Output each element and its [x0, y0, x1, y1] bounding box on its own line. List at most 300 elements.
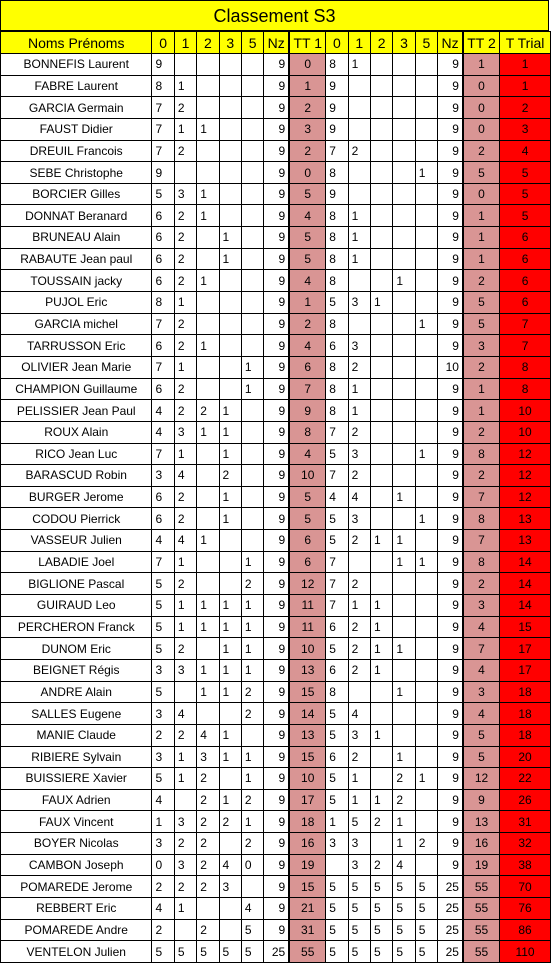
total-trial: 17 [500, 638, 551, 660]
score-cell: 1 [370, 638, 392, 660]
score-cell: 1 [348, 205, 370, 227]
score-cell: 5 [326, 703, 348, 725]
score-cell: 5 [219, 941, 241, 963]
score-cell [415, 118, 437, 140]
score-cell: 7 [152, 551, 174, 573]
score-cell: 6 [152, 205, 174, 227]
sheet-title: Classement S3 [0, 0, 549, 31]
score-cell: 1 [219, 659, 241, 681]
table-row [1, 205, 551, 227]
competitor-name: PELISSIER Jean Paul [1, 400, 152, 422]
score-cell: 2 [241, 833, 263, 855]
competitor-name: BRUNEAU Alain [1, 227, 152, 249]
total-round-2: 1 [463, 248, 500, 270]
score-cell [219, 54, 241, 76]
total-round-2: 2 [463, 140, 500, 162]
score-cell: 6 [326, 335, 348, 357]
score-cell: 4 [152, 897, 174, 919]
score-cell [393, 465, 415, 487]
score-cell: 1 [348, 789, 370, 811]
score-cell: 5 [326, 919, 348, 941]
score-cell [415, 573, 437, 595]
score-cell: 5 [152, 638, 174, 660]
table-row [1, 681, 551, 703]
score-cell: 2 [370, 854, 392, 876]
score-cell: 1 [152, 811, 174, 833]
zone-count: 9 [438, 616, 463, 638]
total-round-2: 4 [463, 703, 500, 725]
score-cell [415, 183, 437, 205]
score-cell: 6 [152, 227, 174, 249]
score-cell [197, 486, 219, 508]
total-trial: 1 [500, 54, 551, 76]
score-cell: 1 [197, 681, 219, 703]
score-cell: 5 [152, 183, 174, 205]
score-cell [393, 659, 415, 681]
table-row [1, 400, 551, 422]
score-cell: 5 [174, 941, 196, 963]
score-cell [415, 75, 437, 97]
score-cell: 1 [326, 811, 348, 833]
total-round-2: 5 [463, 724, 500, 746]
score-cell [219, 703, 241, 725]
score-cell: 1 [241, 616, 263, 638]
score-cell: 8 [326, 356, 348, 378]
score-cell [241, 140, 263, 162]
score-cell: 3 [219, 876, 241, 898]
total-round-1: 1 [289, 292, 326, 314]
score-cell: 3 [174, 854, 196, 876]
score-cell: 1 [241, 356, 263, 378]
score-cell [197, 227, 219, 249]
total-trial: 12 [500, 443, 551, 465]
zone-count: 25 [438, 876, 463, 898]
score-cell: 5 [393, 919, 415, 941]
score-cell: 5 [152, 573, 174, 595]
column-header-13: Nz [438, 32, 463, 54]
column-header-8: 0 [326, 32, 348, 54]
zone-count: 9 [264, 183, 289, 205]
score-cell: 1 [174, 443, 196, 465]
zone-count: 9 [438, 270, 463, 292]
competitor-name: PERCHERON Franck [1, 616, 152, 638]
score-cell: 7 [326, 140, 348, 162]
score-cell [348, 681, 370, 703]
competitor-name: POMAREDE Andre [1, 919, 152, 941]
competitor-name: BONNEFIS Laurent [1, 54, 152, 76]
score-cell: 5 [241, 941, 263, 963]
score-cell: 1 [197, 659, 219, 681]
score-cell: 7 [152, 140, 174, 162]
table-row [1, 573, 551, 595]
competitor-name: FAUST Didier [1, 118, 152, 140]
score-cell: 5 [348, 876, 370, 898]
total-round-1: 15 [289, 746, 326, 768]
score-cell: 2 [348, 659, 370, 681]
total-trial: 8 [500, 378, 551, 400]
score-cell [370, 833, 392, 855]
score-cell [219, 270, 241, 292]
score-cell: 5 [326, 530, 348, 552]
table-row [1, 768, 551, 790]
zone-count: 9 [264, 724, 289, 746]
score-cell: 5 [152, 681, 174, 703]
column-header-3: 2 [197, 32, 219, 54]
score-cell: 8 [326, 162, 348, 184]
score-cell [415, 378, 437, 400]
score-cell [393, 400, 415, 422]
score-cell: 5 [415, 876, 437, 898]
competitor-name: CAMBON Joseph [1, 854, 152, 876]
competitor-name: REBBERT Eric [1, 897, 152, 919]
column-header-9: 1 [348, 32, 370, 54]
score-cell: 1 [174, 118, 196, 140]
score-cell: 1 [174, 616, 196, 638]
score-cell: 5 [348, 941, 370, 963]
score-cell: 5 [152, 616, 174, 638]
score-cell [370, 681, 392, 703]
zone-count: 9 [264, 703, 289, 725]
score-cell [197, 292, 219, 314]
score-cell [370, 227, 392, 249]
score-cell: 5 [152, 941, 174, 963]
total-round-1: 7 [289, 378, 326, 400]
zone-count: 9 [264, 313, 289, 335]
column-header-6: Nz [264, 32, 289, 54]
table-row [1, 292, 551, 314]
table-row [1, 465, 551, 487]
total-round-1: 5 [289, 508, 326, 530]
score-cell [393, 313, 415, 335]
score-cell: 2 [219, 465, 241, 487]
score-cell: 1 [174, 356, 196, 378]
table-row [1, 638, 551, 660]
score-cell [241, 465, 263, 487]
total-trial: 5 [500, 205, 551, 227]
score-cell: 2 [174, 335, 196, 357]
zone-count: 9 [264, 400, 289, 422]
score-cell [197, 97, 219, 119]
score-cell [370, 465, 392, 487]
zone-count: 9 [438, 638, 463, 660]
score-cell [348, 183, 370, 205]
score-cell [241, 443, 263, 465]
total-trial: 13 [500, 530, 551, 552]
competitor-name: CODOU Pierrick [1, 508, 152, 530]
zone-count: 9 [438, 551, 463, 573]
score-cell: 1 [370, 616, 392, 638]
score-cell: 9 [326, 97, 348, 119]
score-cell [219, 897, 241, 919]
table-row [1, 140, 551, 162]
total-round-1: 5 [289, 248, 326, 270]
table-row [1, 75, 551, 97]
zone-count: 9 [264, 833, 289, 855]
score-cell: 9 [326, 118, 348, 140]
zone-count: 9 [438, 183, 463, 205]
zone-count: 9 [264, 530, 289, 552]
zone-count: 9 [438, 400, 463, 422]
score-cell: 4 [326, 486, 348, 508]
score-cell: 1 [393, 486, 415, 508]
header-row [1, 32, 551, 54]
score-cell: 2 [348, 746, 370, 768]
total-trial: 18 [500, 703, 551, 725]
competitor-name: RICO Jean Luc [1, 443, 152, 465]
score-cell [370, 356, 392, 378]
score-cell: 6 [326, 659, 348, 681]
score-cell: 3 [348, 854, 370, 876]
score-cell: 2 [241, 573, 263, 595]
score-cell [241, 227, 263, 249]
total-round-2: 1 [463, 400, 500, 422]
total-trial: 8 [500, 356, 551, 378]
score-cell: 8 [326, 205, 348, 227]
score-cell: 1 [219, 681, 241, 703]
score-cell: 3 [174, 811, 196, 833]
score-cell [326, 854, 348, 876]
score-cell [370, 335, 392, 357]
score-cell: 1 [415, 768, 437, 790]
zone-count: 9 [264, 270, 289, 292]
score-cell: 2 [174, 573, 196, 595]
score-cell [415, 421, 437, 443]
score-cell: 3 [326, 833, 348, 855]
total-round-1: 6 [289, 356, 326, 378]
score-cell: 2 [197, 833, 219, 855]
score-cell: 3 [197, 746, 219, 768]
score-cell: 1 [348, 378, 370, 400]
score-cell [370, 703, 392, 725]
score-cell [241, 183, 263, 205]
score-cell [415, 400, 437, 422]
table-row [1, 897, 551, 919]
score-cell: 1 [174, 75, 196, 97]
score-cell [393, 162, 415, 184]
score-cell [415, 616, 437, 638]
score-cell: 1 [348, 227, 370, 249]
table-row [1, 118, 551, 140]
score-cell [370, 54, 392, 76]
score-cell: 5 [393, 897, 415, 919]
score-cell: 3 [174, 421, 196, 443]
score-cell [370, 183, 392, 205]
zone-count: 9 [264, 248, 289, 270]
competitor-name: BOYER Nicolas [1, 833, 152, 855]
score-cell: 1 [219, 400, 241, 422]
zone-count: 9 [264, 421, 289, 443]
score-cell: 5 [370, 941, 392, 963]
total-round-1: 8 [289, 421, 326, 443]
score-cell: 5 [326, 789, 348, 811]
score-cell: 1 [415, 508, 437, 530]
score-cell: 2 [174, 140, 196, 162]
total-round-2: 3 [463, 335, 500, 357]
score-cell [219, 356, 241, 378]
score-cell: 7 [326, 421, 348, 443]
total-round-2: 1 [463, 378, 500, 400]
score-cell: 6 [152, 486, 174, 508]
score-cell [241, 876, 263, 898]
total-round-2: 8 [463, 508, 500, 530]
score-cell: 1 [393, 270, 415, 292]
total-round-2: 7 [463, 638, 500, 660]
score-cell [370, 313, 392, 335]
score-cell: 2 [370, 811, 392, 833]
zone-count: 9 [264, 638, 289, 660]
score-cell: 5 [326, 292, 348, 314]
total-trial: 4 [500, 140, 551, 162]
score-cell: 5 [348, 919, 370, 941]
table-row [1, 183, 551, 205]
total-trial: 70 [500, 876, 551, 898]
total-round-2: 12 [463, 768, 500, 790]
score-cell: 4 [197, 724, 219, 746]
score-cell: 2 [197, 876, 219, 898]
score-cell: 8 [326, 248, 348, 270]
total-round-1: 11 [289, 595, 326, 617]
score-cell: 2 [241, 703, 263, 725]
score-cell: 1 [241, 659, 263, 681]
score-cell: 2 [174, 508, 196, 530]
score-cell [370, 746, 392, 768]
zone-count: 9 [438, 530, 463, 552]
total-round-1: 15 [289, 876, 326, 898]
score-cell [197, 313, 219, 335]
total-round-1: 31 [289, 919, 326, 941]
zone-count: 9 [264, 681, 289, 703]
score-cell [174, 54, 196, 76]
score-cell: 1 [370, 724, 392, 746]
zone-count: 25 [438, 919, 463, 941]
score-cell [415, 140, 437, 162]
total-round-1: 4 [289, 335, 326, 357]
score-cell: 2 [197, 811, 219, 833]
total-round-2: 7 [463, 486, 500, 508]
score-cell [219, 833, 241, 855]
competitor-name: ANDRE Alain [1, 681, 152, 703]
score-cell [370, 118, 392, 140]
score-cell: 8 [326, 378, 348, 400]
score-cell [197, 248, 219, 270]
table-row [1, 659, 551, 681]
table-body [1, 54, 551, 963]
score-cell [219, 919, 241, 941]
competitor-name: TOUSSAIN jacky [1, 270, 152, 292]
total-trial: 5 [500, 183, 551, 205]
score-cell: 4 [241, 897, 263, 919]
total-round-2: 5 [463, 746, 500, 768]
score-cell: 1 [219, 421, 241, 443]
total-round-1: 11 [289, 616, 326, 638]
score-cell: 1 [241, 638, 263, 660]
score-cell [370, 486, 392, 508]
score-cell: 4 [393, 854, 415, 876]
total-trial: 1 [500, 75, 551, 97]
score-cell [393, 421, 415, 443]
score-cell: 0 [241, 854, 263, 876]
score-cell [415, 227, 437, 249]
total-round-2: 2 [463, 356, 500, 378]
score-cell: 2 [393, 768, 415, 790]
total-round-2: 8 [463, 443, 500, 465]
score-cell: 9 [152, 162, 174, 184]
score-cell [241, 270, 263, 292]
score-cell: 1 [219, 443, 241, 465]
score-cell: 3 [152, 703, 174, 725]
competitor-name: FABRE Laurent [1, 75, 152, 97]
score-cell: 2 [174, 378, 196, 400]
score-cell [241, 313, 263, 335]
score-cell: 4 [348, 486, 370, 508]
score-cell: 1 [197, 183, 219, 205]
zone-count: 9 [264, 75, 289, 97]
score-cell [241, 486, 263, 508]
column-header-1: 0 [152, 32, 174, 54]
score-cell: 4 [219, 854, 241, 876]
score-cell: 3 [348, 292, 370, 314]
score-cell: 1 [348, 400, 370, 422]
total-trial: 14 [500, 551, 551, 573]
score-cell: 1 [219, 638, 241, 660]
score-cell: 3 [152, 746, 174, 768]
score-cell [415, 746, 437, 768]
score-cell: 5 [393, 941, 415, 963]
total-trial: 6 [500, 248, 551, 270]
score-cell [393, 292, 415, 314]
score-cell: 2 [174, 833, 196, 855]
competitor-name: FAUX Adrien [1, 789, 152, 811]
score-cell [241, 508, 263, 530]
score-cell: 8 [152, 75, 174, 97]
score-cell [370, 400, 392, 422]
total-round-2: 13 [463, 811, 500, 833]
zone-count: 9 [264, 789, 289, 811]
score-cell [219, 768, 241, 790]
score-cell: 5 [326, 724, 348, 746]
competitor-name: GARCIA michel [1, 313, 152, 335]
zone-count: 9 [438, 162, 463, 184]
score-cell: 4 [152, 421, 174, 443]
score-cell: 4 [348, 703, 370, 725]
total-round-2: 5 [463, 292, 500, 314]
total-trial: 14 [500, 595, 551, 617]
total-round-1: 1 [289, 75, 326, 97]
score-cell: 3 [152, 659, 174, 681]
total-round-1: 13 [289, 659, 326, 681]
competitor-name: DONNAT Beranard [1, 205, 152, 227]
score-cell [241, 400, 263, 422]
score-cell [393, 703, 415, 725]
competitor-name: MANIE Claude [1, 724, 152, 746]
score-cell: 2 [152, 919, 174, 941]
score-cell: 5 [326, 897, 348, 919]
score-cell: 1 [197, 270, 219, 292]
total-round-1: 2 [289, 140, 326, 162]
score-cell [393, 335, 415, 357]
zone-count: 9 [438, 724, 463, 746]
score-cell: 6 [326, 616, 348, 638]
score-cell: 6 [152, 335, 174, 357]
score-cell [197, 140, 219, 162]
score-cell: 2 [348, 616, 370, 638]
score-cell [415, 356, 437, 378]
total-round-2: 0 [463, 118, 500, 140]
score-cell: 1 [241, 768, 263, 790]
score-cell [241, 97, 263, 119]
score-cell: 4 [174, 703, 196, 725]
competitor-name: BUISSIERE Xavier [1, 768, 152, 790]
